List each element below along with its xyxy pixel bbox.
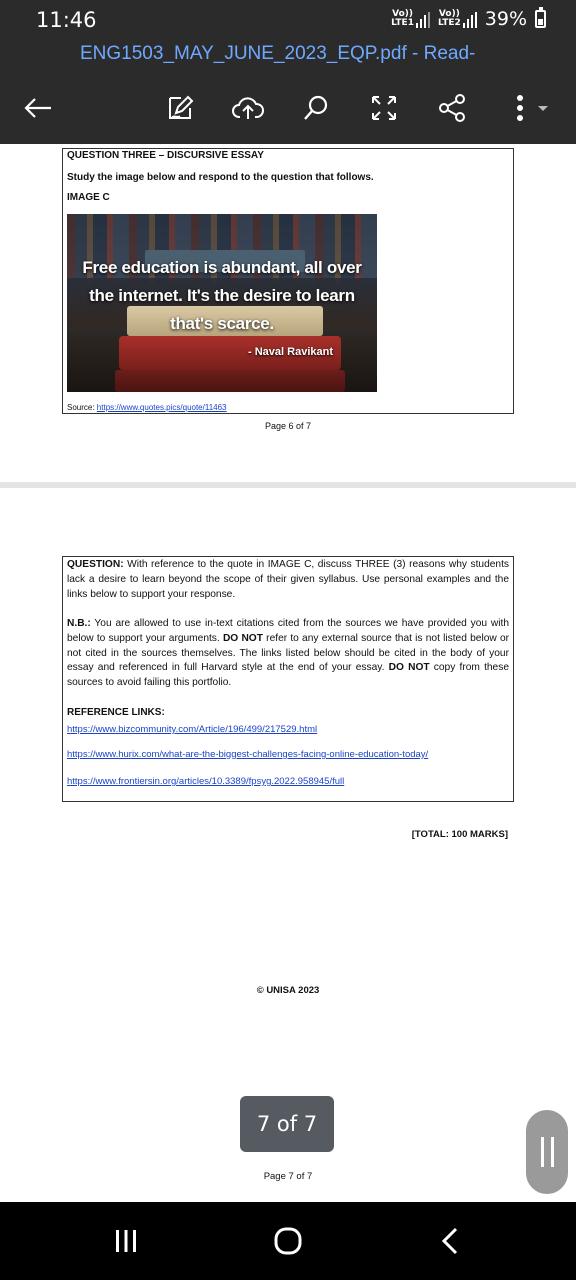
document-title: ENG1503_MAY_JUNE_2023_EQP.pdf - Read- <box>80 43 476 64</box>
instruction-text: Study the image below and respond to the question that follows. <box>67 172 374 183</box>
reference-link-frontiersin[interactable]: https://www.frontiersin.org/articles/10.3389/fpsyg.2022.958945/full <box>67 776 345 787</box>
question-paragraph: QUESTION: With reference to the quote in IMAGE C, discuss THREE (3) reasons why students lack a desire to learn beyond the scope of their given syllabus. Use personal examples and the links below to support your response. <box>67 559 509 600</box>
recent-apps-button[interactable] <box>96 1216 156 1266</box>
cloud-upload-icon <box>231 95 265 121</box>
source-link[interactable]: https://www.quotes.pics/quote/11463 <box>96 403 227 412</box>
back-arrow-icon <box>23 96 53 120</box>
reference-links-heading: REFERENCE LINKS: <box>67 707 165 718</box>
status-time: 11:46 <box>36 8 97 32</box>
edit-button[interactable] <box>160 88 200 128</box>
page-indicator: 7 of 7 <box>240 1096 334 1152</box>
quote-line-3: that's scarce. <box>170 314 274 333</box>
home-button[interactable] <box>258 1216 318 1266</box>
share-button[interactable] <box>432 88 472 128</box>
search-button[interactable] <box>296 88 336 128</box>
quote-line-2: the internet. It's the desire to learn <box>89 286 355 305</box>
fullscreen-icon <box>370 94 398 122</box>
quote-image <box>67 214 377 392</box>
page-7-number: Page 7 of 7 <box>263 1171 313 1182</box>
status-bar <box>0 0 576 40</box>
back-nav-button[interactable] <box>420 1216 480 1266</box>
upload-button[interactable] <box>228 88 268 128</box>
quote-author: - Naval Ravikant <box>248 346 333 358</box>
battery-percent: 39% <box>484 8 527 30</box>
copyright: © UNISA 2023 <box>256 985 320 996</box>
back-button[interactable] <box>18 88 58 128</box>
edit-icon <box>166 94 194 122</box>
more-options-button[interactable] <box>502 88 554 128</box>
image-label: IMAGE C <box>67 192 110 203</box>
image-source: Source: https://www.quotes.pics/quote/11463 <box>67 403 227 412</box>
app-header <box>0 40 576 144</box>
quote-line-1: Free education is abundant, all over <box>82 258 362 277</box>
home-icon <box>272 1225 304 1257</box>
navigation-bar <box>0 1202 576 1280</box>
question-three-heading: QUESTION THREE – DISCURSIVE ESSAY <box>67 150 264 161</box>
sim2-signal-icon: Vo)) LTE2 <box>438 10 477 28</box>
fullscreen-button[interactable] <box>364 88 404 128</box>
recent-apps-icon <box>113 1228 139 1254</box>
total-marks: [TOTAL: 100 MARKS] <box>411 829 508 840</box>
nb-paragraph: N.B.: You are allowed to use in-text citations cited from the sources we have provided you with below to support your arguments. DO NOT refer to any external source that is not listed below or not cited in the sources themselves. The links listed below should be cited in the body of your essay and referenced in full Harvard style at the end of your essay. DO NOT copy from these sources to avoid failing this portfolio. <box>67 618 509 689</box>
search-icon <box>302 94 330 122</box>
sim1-signal-icon: Vo)) LTE1 <box>391 10 430 28</box>
page-6-number: Page 6 of 7 <box>264 421 312 431</box>
back-icon <box>439 1226 461 1256</box>
status-indicators <box>391 8 546 30</box>
more-vert-icon <box>506 93 550 123</box>
battery-icon <box>535 10 546 28</box>
pdf-page-6 <box>0 144 576 482</box>
reference-link-hurix[interactable]: https://www.hurix.com/what-are-the-biggest-challenges-facing-online-education-today/ <box>67 749 429 760</box>
fast-scroll-handle[interactable] <box>524 1108 570 1196</box>
reference-link-bizcommunity[interactable]: https://www.bizcommunity.com/Article/196/499/217529.html <box>67 724 318 735</box>
pdf-viewer[interactable] <box>0 144 576 1202</box>
share-icon <box>437 93 467 123</box>
